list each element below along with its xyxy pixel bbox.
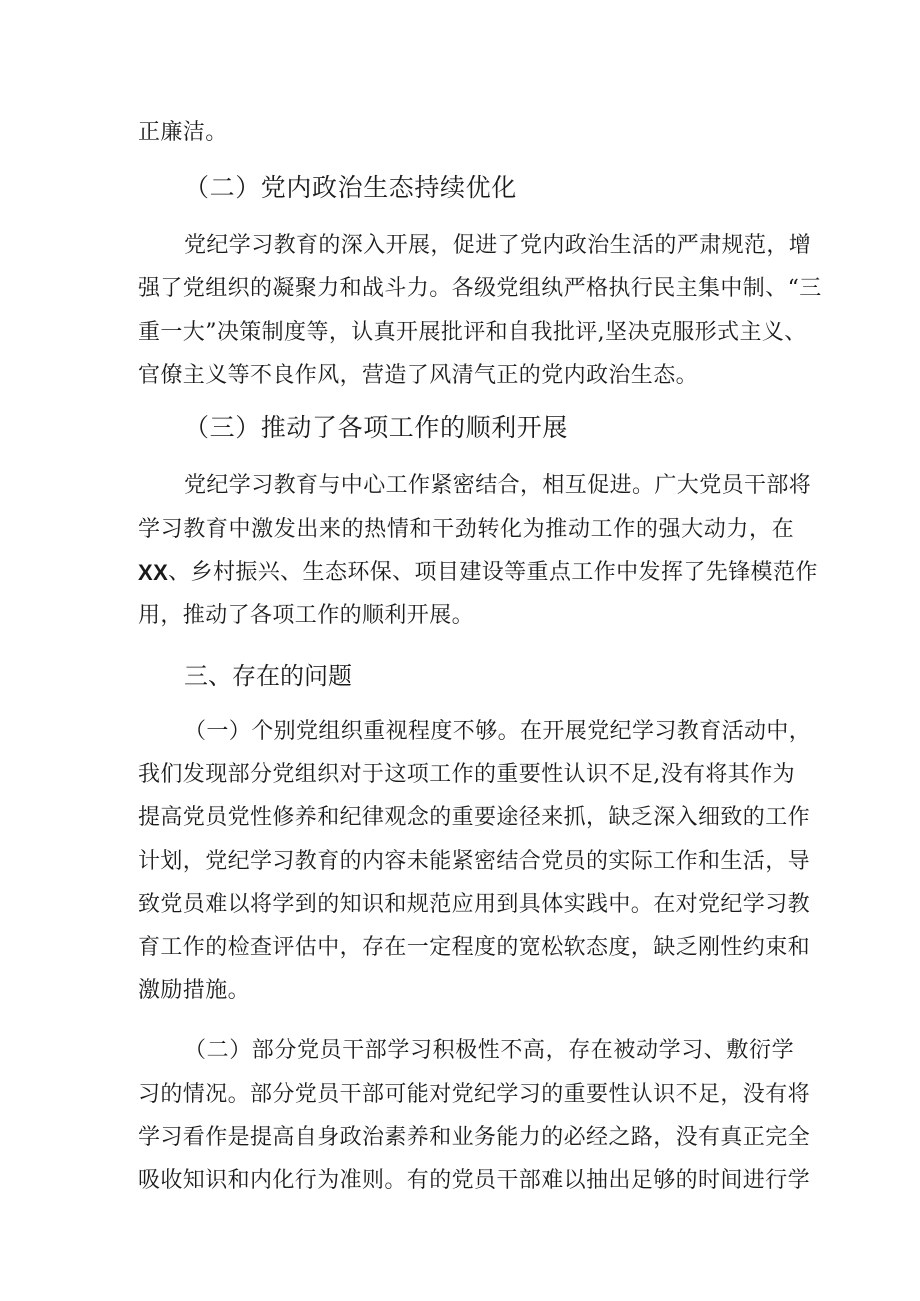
paragraph-line: 激励措施。 [138,978,251,1003]
paragraph-line: 党纪学习教育的深入开展，促进了党内政治生活的严肃规范，增 [184,233,812,258]
paragraph-line-with-token [138,558,818,588]
paragraph-line: 强了党组织的凝聚力和战斗力。各级党组纨严格执行民主集中制、“三 [138,276,822,301]
subsection-heading: （二）党内政治生态持续优化 [184,173,517,202]
paragraph-line: 党纪学习教育与中心工作紧密结合，相互促进。广大党员干部将 [184,473,812,498]
paragraph-line: 我们发现部分党组织对于这项工作的重要性认识不足,没有将其作为 [138,762,795,787]
subsection-heading: （三）推动了各项工作的顺利开展 [184,413,569,442]
paragraph-line: 学习看作是提高自身政治素养和业务能力的必经之路，没有真正完全 [138,1125,811,1150]
paragraph-line: （一）个别党组织重视程度不够。在开展党纪学习教育活动中， [184,719,812,744]
paragraph-line: 致党员难以将学到的知识和规范应用到具体实践中。在对党纪学习教 [138,892,811,917]
paragraph-line: 吸收知识和内化行为准则。有的党员干部难以抽出足够的时间进行学 [138,1168,811,1193]
paragraph-line: （二）部分党员干部学习积极性不高，存在被动学习、敷衍学 [184,1038,794,1063]
section-heading: 三、存在的问题 [184,662,352,690]
paragraph-line: 重一大”决策制度等，认真开展批评和自我批评,坚决克服形式主义、 [138,320,807,345]
paragraph-line: 计划，党纪学习教育的内容未能紧密结合党员的实际工作和生活，导 [138,849,811,874]
placeholder-token: XX [138,560,169,585]
paragraph-line: 提高党员党性修养和纪律观念的重要途径来抓，缺乏深入细致的工作 [138,805,811,830]
paragraph-line: 正廉洁。 [138,120,228,145]
paragraph-line: 学习教育中激发出来的热情和干劲转化为推动工作的强大动力，在 [138,517,794,542]
paragraph-line: 育工作的检查评估中，存在一定程度的宽松软态度，缺乏刚性约束和 [138,935,811,960]
paragraph-line: 用，推动了各项工作的顺利开展。 [138,603,475,628]
paragraph-line: 官僚主义等不良作风，营造了风清气正的党内政治生态。 [138,363,699,388]
paragraph-line-rest: 、乡村振兴、生态环保、项目建设等重点工作中发挥了先锋模范作 [168,560,818,585]
paragraph-line: 习的情况。部分党员干部可能对党纪学习的重要性认识不足，没有将 [138,1082,811,1107]
